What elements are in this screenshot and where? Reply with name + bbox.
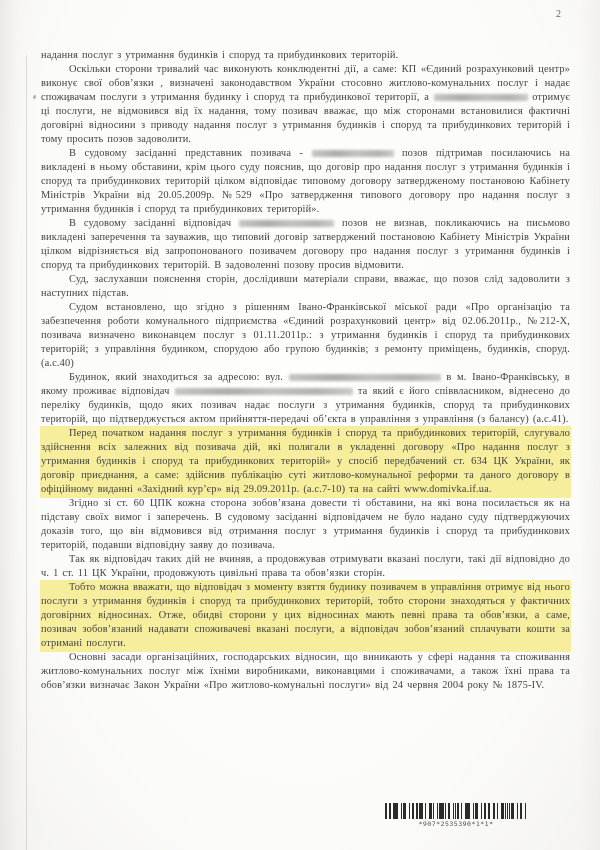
paragraph (41, 553, 570, 581)
paragraph-text: Згідно зі ст. 60 ЦПК кожна сторона зобов’язана довести ті обставини, на які вона посилається як на підставу своїх вимог і заперечень. В судовому засіданні відповідачем не було надано суду підтверджуючих доказів того, що він відмовився від отримання послуг з утримання будинків і споруд та прибудинкових територій, подавши відповідну заяву до позивача. (41, 498, 570, 551)
paragraph-text: Основні засади організаційних, господарських відносин, що виникають у сфері надання та споживання житлово-комунальних послуг між їхніми виробниками, виконавцями і споживачами, а також їхні права та обов’язки визначає Закон України «Про житлово-комунальні послуги» від 24 червня 2004 року № 1875-IV. (41, 652, 570, 691)
redaction-box (175, 388, 353, 395)
paragraph (41, 49, 570, 63)
paragraph-text: Будинок, який знаходиться за адресою: вул. (69, 372, 289, 383)
redaction-box (312, 150, 394, 157)
paragraph-text: Оскільки сторони тривалий час виконують конклюдентні дії, а саме: КП «Єдиний розрахунковий центр» виконує свої обов’язки , визначені законодавством України стосовно житлово-комунальних послуг і надає споживачам послуги з утримання будинку і споруд та прибудинкової території, а (41, 64, 570, 103)
redaction-box (434, 94, 528, 101)
paragraph-text: надання послуг з утримання будинків і споруд та прибудинкових територій. (41, 50, 399, 61)
scan-speck (32, 95, 36, 100)
paragraph-text: отримує ці послуги, не відмовився від їх надання, тому позивач вважає, що між сторонами встановилися фактичні договірні відносини з приводу надання послуг з утримання будинків і споруд та прибудинкових територій і тому просить позов задоволити. (41, 92, 570, 145)
paragraph-text: та який є його співвласником, віднесено до переліку будинків, щодо яких позивач надає послуги з утримання будинків, споруд та прибудинкових територій, що підтверджується актом прийняття-передачі об’єкта в управління з управління (з балансу) (а.с.41). (41, 386, 570, 425)
paragraph-text: Тобто можна вважати, що відповідач з моменту взяття будинку позивачем в управління отримує від нього послуги з утримання будинків і споруд та прибудинкових територій, тобто сторони знаходяться у фактичних договірних відносинах. Отже, обидві сторони у цих відносинах мають певні права та обов’язки, а саме, позивач зобов’язаний надавати споживачеві вказані послуги, а відповідач зобов’язаний сплачувати кошти за отримані послуги. (41, 582, 570, 649)
document-body (41, 49, 570, 693)
paragraph-text: В судовому засіданні представник позивача - (69, 148, 312, 159)
page-number: 2 (556, 9, 562, 20)
paragraph (41, 63, 570, 147)
barcode-label: *907*2535390*1*1* (418, 820, 494, 828)
redaction-box (289, 374, 441, 381)
paragraph-text: позов підтримав посилаючись на викладені в ньому обставини, крім цього суду пояснив, що договір про надання послуг з утримання будинків і споруд та прибудинкових територій цілком відповідає типовому договору затвердженому постановою Кабінету Міністрів України від 20.05.2009р. №529 «Про затвердження типового договору про надання послуг з утримання будинків і споруд та прибудинкових територій». (41, 148, 570, 215)
redaction-box (239, 220, 334, 227)
paragraph-text: позов не визнав, покликаючись на письмово викладені заперечення та зауважив, що типовий договір затверджений постановою Кабінету Міністрів України цілком відрізняється від запропонованого позивачем договору про надання послуг з утримання будинків і споруд та прибудинкових територій. В задоволенні позову просив відмовити. (41, 218, 570, 271)
paragraph (41, 217, 570, 273)
paragraph (41, 651, 570, 693)
highlighted-paragraph (41, 427, 570, 497)
paragraph (41, 301, 570, 371)
paragraph-text: Суд, заслухавши пояснення сторін, дослідивши матеріали справи, вважає, що позов слід задоволити з наступних підстав. (41, 274, 570, 299)
barcode (385, 803, 527, 828)
paragraph-text: В судовому засіданні відповідач (69, 218, 240, 229)
paragraph (41, 273, 570, 301)
paragraph (41, 497, 570, 553)
barcode-bars (385, 803, 527, 819)
paragraph-text: Так як відповідач таких дій не вчиняв, а продовжував отримувати вказані послуги, такі дії відповідно до ч. 1 ст. 11 ЦК України, продовжують цивільні права та обов’язки сторін. (41, 554, 570, 579)
highlighted-paragraph (41, 581, 570, 651)
paragraph (41, 371, 570, 427)
scan-edge-artifact (26, 55, 27, 850)
paragraph-text: Судом встановлено, що згідно з рішенням Івано-Франківської міської ради «Про організацію та забезпечення роботи комунального підприємства «Єдиний розрахунковий центр» від 02.06.2011р., №212-X, позивача визначено виконавцем послуг з 01.11.2011р.: з утримання будинків і споруд та прибудинкових територій; з управління будинком, спорудою або групою будинків; з ремонту приміщень, будинків, споруд. (а.с.40) (41, 302, 570, 369)
paragraph (41, 147, 570, 217)
paragraph-text: в м. Івано-Франківську, в якому проживає відповідач (41, 372, 570, 397)
paragraph-text: Перед початком надання послуг з утримання будинків і споруд та прибудинкових територій, слугувало здійснення всіх залежних від позивача дій, які полягали в укладенні договору «Про надання послуг з утримання будинків і споруд та прибудинкових територій» у спосіб передбачений ст. 634 ЦК України, як договір приєднання, а саме: здійснив публікацію суті житлово-комунальної реформи та даного договору в офіційному виданні «Західний кур’єр» від 29.09.2011р. (а.с.7-10) та на сайті www.domivka.if.ua. (41, 428, 570, 495)
